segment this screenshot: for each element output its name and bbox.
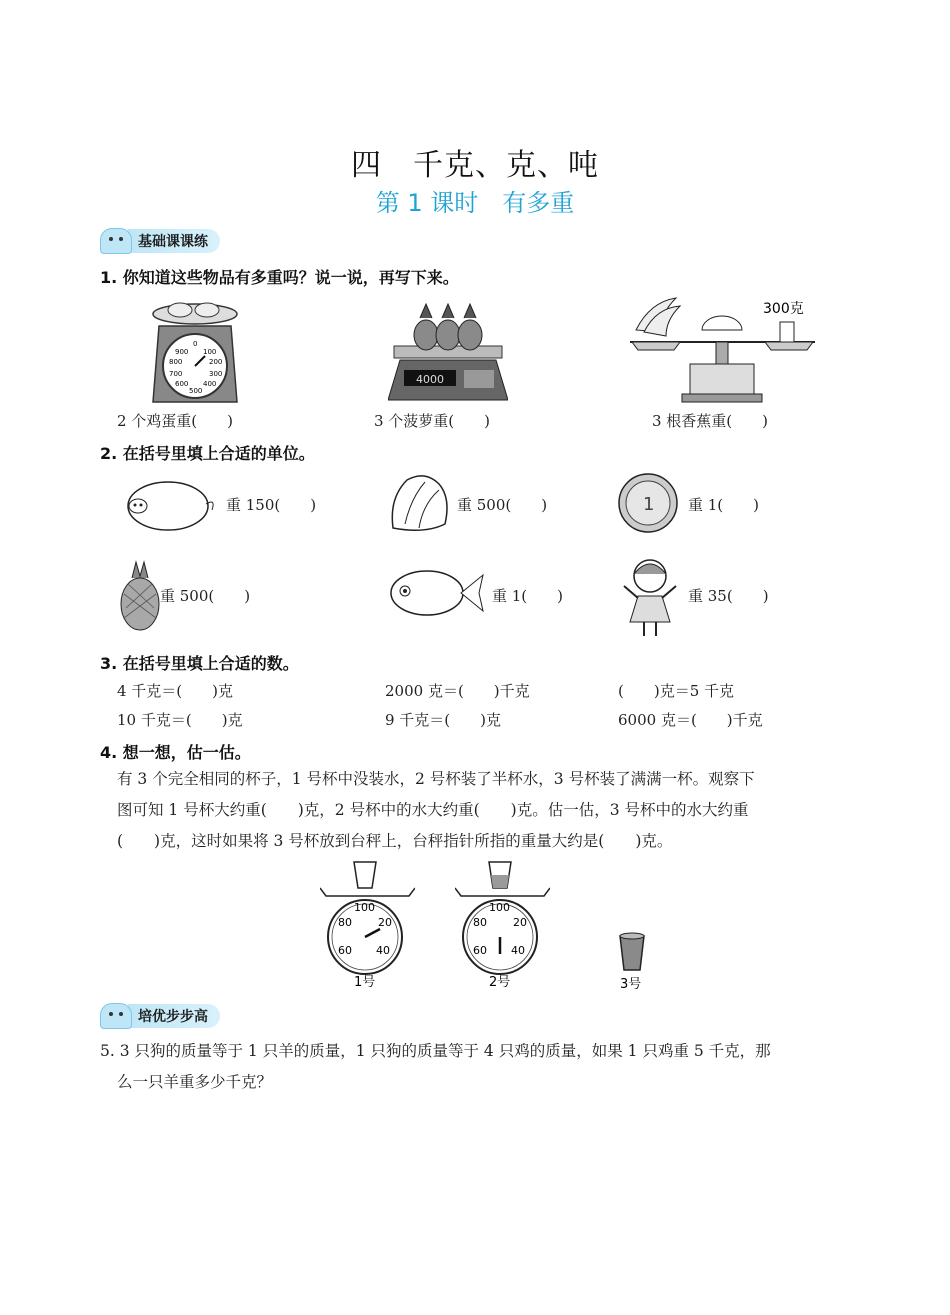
cup-3-illustration — [612, 930, 652, 996]
item-pineapple: 重 500( ) — [160, 587, 251, 605]
coin-icon — [617, 472, 679, 534]
dial-label: 80 — [338, 916, 352, 929]
caption-pineapples: 3 个菠萝重( ) — [374, 412, 491, 430]
dial-number: 0 — [193, 340, 198, 348]
question-4-title: 4. 想一想，估一估。 — [100, 743, 251, 762]
fish-icon — [387, 565, 487, 621]
item-fish: 重 1( ) — [492, 587, 564, 605]
dial-label: 40 — [511, 944, 525, 957]
question-4-text — [117, 764, 857, 857]
conversion-item: 10 千克＝( )克 — [117, 711, 243, 729]
question-5-text — [100, 1036, 860, 1098]
item-pig: 重 150( ) — [226, 496, 317, 514]
cup-label: 3号 — [620, 977, 642, 992]
item-girl: 重 35( ) — [688, 587, 769, 605]
cabbage-icon — [385, 468, 455, 536]
section-badge-advanced — [100, 1003, 220, 1029]
cup-label: 1号 — [354, 975, 376, 990]
conversion-item: 6000 克＝( )千克 — [618, 711, 763, 729]
scale-dial-1 — [320, 858, 415, 996]
paragraph-line: ( )克，这时如果将 3 号杯放到台秤上，台秤指针所指的重量大约是( )克。 — [117, 832, 673, 850]
paragraph-line: 么一只羊重多少千克？ — [117, 1073, 273, 1091]
conversion-item: ( )克＝5 千克 — [618, 682, 735, 700]
scale-display: 4000 — [416, 373, 444, 386]
dial-number: 800 — [169, 358, 183, 366]
item-cabbage: 重 500( ) — [457, 496, 548, 514]
cup-label: 2号 — [489, 975, 511, 990]
egg-scale-illustration — [145, 298, 245, 406]
svg-text:1: 1 — [643, 494, 655, 515]
weight-tag: 300克 — [763, 301, 804, 317]
dial-number: 200 — [209, 358, 223, 366]
question-3-title: 3. 在括号里填上合适的数。 — [100, 654, 299, 673]
dial-number: 100 — [203, 348, 217, 356]
dial-number: 600 — [175, 380, 189, 388]
conversion-item: 4 千克＝( )克 — [117, 682, 234, 700]
dial-number: 900 — [175, 348, 189, 356]
dial-label: 20 — [378, 916, 392, 929]
question-1-title: 1. 你知道这些物品有多重吗？说一说，再写下来。 — [100, 268, 459, 287]
pineapple-scale-illustration — [388, 300, 508, 405]
banana-balance-illustration — [630, 292, 815, 404]
paragraph-line: 图可知 1 号杯大约重( )克，2 号杯中的水大约重( )克。估一估，3 号杯中的水大约重 — [117, 801, 749, 819]
mascot-icon — [100, 1003, 132, 1029]
chapter-title: 四 千克、克、吨 — [351, 148, 599, 183]
paragraph-line: 5. 3 只狗的质量等于 1 只羊的质量，1 只狗的质量等于 4 只鸡的质量，如果 1 只鸡重 5 千克，那 — [100, 1042, 771, 1060]
mascot-icon — [100, 228, 132, 254]
paragraph-line: 有 3 个完全相同的杯子，1 号杯中没装水，2 号杯装了半杯水，3 号杯装了满满一杯。观察下 — [117, 770, 755, 788]
section-badge-basic — [100, 228, 220, 254]
dial-label: 40 — [376, 944, 390, 957]
caption-bananas: 3 根香蕉重( ) — [652, 412, 769, 430]
dial-number: 300 — [209, 370, 223, 378]
section-label: 基础课课练 — [128, 229, 220, 253]
dial-label: 60 — [473, 944, 487, 957]
conversion-item: 2000 克＝( )千克 — [385, 682, 530, 700]
dial-number: 500 — [189, 387, 203, 395]
dial-number: 700 — [169, 370, 183, 378]
scale-dial-2 — [455, 858, 550, 996]
girl-icon — [620, 556, 680, 640]
question-2-title: 2. 在括号里填上合适的单位。 — [100, 444, 315, 463]
dial-label: 100 — [354, 901, 375, 914]
section-label: 培优步步高 — [128, 1004, 220, 1028]
pineapple-icon — [118, 560, 162, 632]
dial-number: 400 — [203, 380, 217, 388]
dial-label: 100 — [489, 901, 510, 914]
conversion-item: 9 千克＝( )克 — [385, 711, 502, 729]
pig-icon — [120, 474, 220, 534]
caption-eggs: 2 个鸡蛋重( ) — [117, 412, 234, 430]
dial-label: 80 — [473, 916, 487, 929]
dial-label: 20 — [513, 916, 527, 929]
lesson-title: 第 1 课时 有多重 — [375, 189, 575, 217]
dial-label: 60 — [338, 944, 352, 957]
item-coin: 重 1( ) — [688, 496, 760, 514]
